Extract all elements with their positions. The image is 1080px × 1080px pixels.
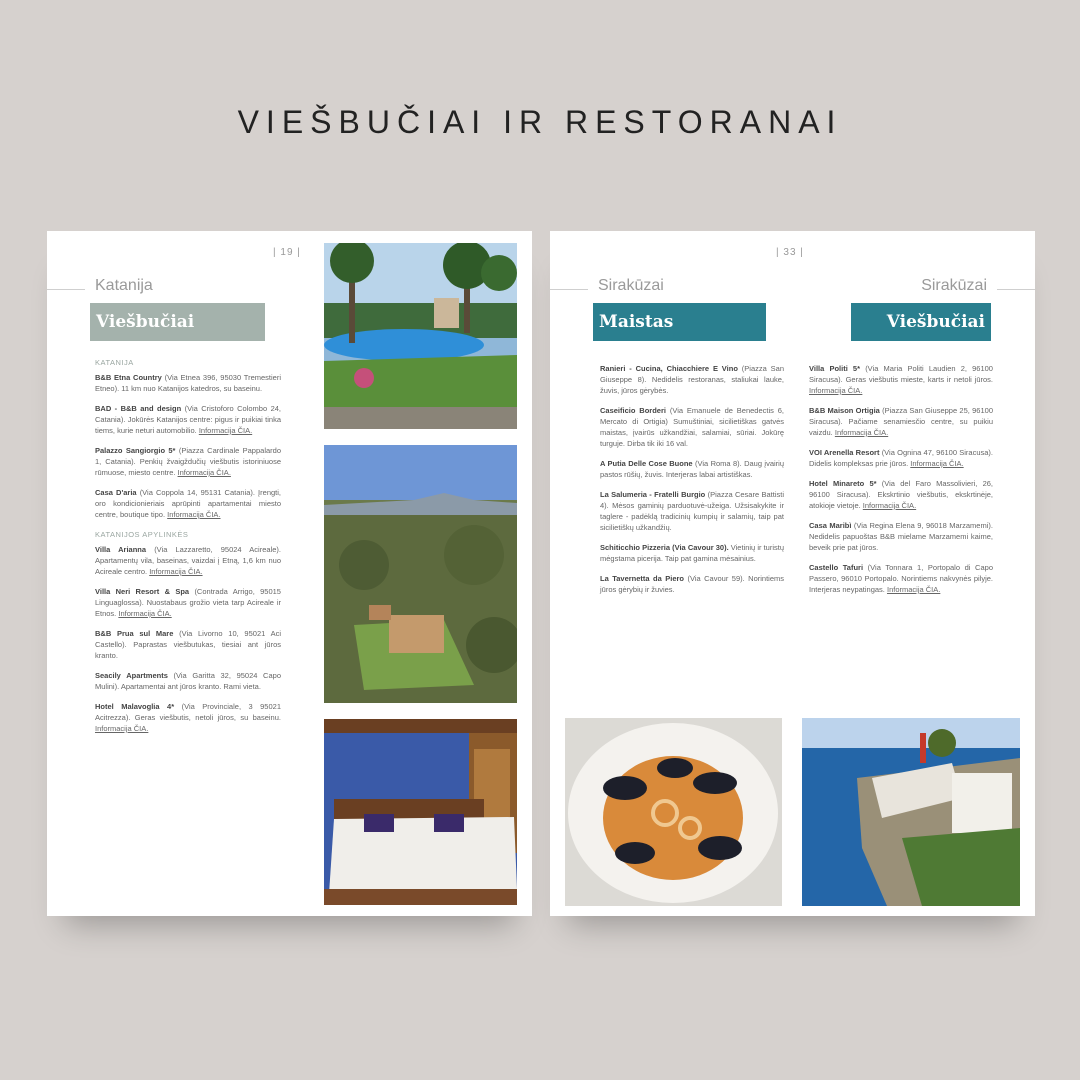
list-item: [809, 562, 993, 595]
list-item: [809, 520, 993, 553]
list-item: [600, 405, 784, 449]
info-link[interactable]: Informacija ČIA.: [167, 510, 221, 519]
region-title-right: Sirakūzai: [921, 277, 987, 294]
entry-text: (Via Etnea 396, 95030 Tremestieri Etneo). 11 km nuo Katanijos katedros, su baseinu.: [95, 373, 281, 393]
pool-photo: [324, 243, 517, 429]
page-number: | 19 |: [273, 247, 301, 258]
list-item: [95, 403, 281, 436]
info-link[interactable]: Informacija ČIA.: [177, 468, 231, 477]
group-label: KATANIJA: [95, 358, 134, 367]
entry-text: (Piazza San Giuseppe 8). Nedidelis restoranas, staliukai lauke, žuvis, jūros gėrybės.: [600, 364, 784, 395]
info-link[interactable]: Informacija ČIA.: [834, 428, 889, 437]
entry-text: (Via Emanuele de Benedectis 6, Mercato di Ortigia) Sumuštiniai, sicilietiškas gatvės maistas, įvairūs užkandžiai, salamiai, sūriai. Jokūrę turguje. Dirba tik iki 16 val.: [600, 406, 785, 448]
entry-name: La Salumeria - Fratelli Burgio: [600, 490, 706, 499]
info-link[interactable]: Informacija ČIA.: [862, 501, 917, 510]
info-link[interactable]: Informacija ČIA.: [149, 567, 203, 576]
list-item: [95, 670, 281, 692]
hotel-list: [95, 351, 281, 743]
entry-name: BAD - B&B and design: [95, 404, 182, 413]
divider-right: [997, 289, 1035, 290]
group-label: KATANIJOS APYLINKĖS: [95, 530, 189, 539]
entry-name: Villa Politi 5*: [809, 364, 861, 373]
info-link[interactable]: Informacija ČIA.: [809, 386, 863, 395]
entry-name: Ranieri - Cucina, Chiacchiere E Vino: [600, 364, 738, 373]
entry-text: (Piazza San Giuseppe 25, 96100 Siracusa). Pačiame senamiesčio centre, su puikiu vaizdu.: [809, 406, 993, 437]
list-item: [809, 447, 993, 469]
list-item: [95, 544, 281, 577]
section-title-hotels: Viešbučiai: [90, 303, 265, 341]
left-page: [47, 231, 532, 916]
headline: VIEŠBUČIAI IR RESTORANAI: [237, 104, 843, 140]
entry-name: B&B Etna Country: [95, 373, 162, 382]
entry-text: Vietinių ir turistų mėgstama picerija. Taip pat gamina mėsainius.: [600, 543, 784, 563]
list-item: [809, 405, 993, 438]
region-title-left: Sirakūzai: [598, 277, 664, 294]
entry-text: (Piazza Cesare Battisti 4). Mėsos gaminių parduotuvė-užeiga. Užsisakykite ir taglere - padėklą tradicinių kumpių ir salamių, taip pat sicilietiškų užkandžių.: [600, 490, 784, 532]
list-item: [95, 586, 281, 619]
list-item: [95, 372, 281, 394]
entry-text: (Contrada Arrigo, 95015 Linguaglossa). Nuostabaus grožio vieta tarp Acireale ir Etnos.: [95, 587, 281, 618]
entry-text: (Via Provinciale, 3 95021 Acitrezza). Geras viešbutis, netoli jūros, su baseinu.: [95, 702, 281, 722]
section-title-food: Maistas: [593, 303, 766, 341]
entry-name: VOI Arenella Resort: [809, 448, 880, 457]
entry-name: Villa Neri Resort & Spa: [95, 587, 190, 596]
list-item: [95, 628, 281, 661]
info-link[interactable]: Informacija ČIA.: [118, 609, 172, 618]
entry-text: (Via Livorno 10, 95021 Aci Castello). Paprastas viešbutukas, tiesiai ant jūros kranto.: [95, 629, 281, 660]
entry-name: Casa D'aria: [95, 488, 137, 497]
list-item: [809, 478, 993, 511]
entry-text: (Via Tonnara 1, Portopalo di Capo Passero, 96010 Portopalo. Norintiems nakvynės pilyje. Interjeras neypatingas.: [809, 563, 993, 594]
entry-name: Hotel Malavoglia 4*: [95, 702, 175, 711]
entry-text: (Via Garitta 32, 95024 Capo Mulini). Apartamentai ant jūros kranto. Rami vieta.: [95, 671, 281, 691]
entry-name: B&B Maison Ortigia: [809, 406, 880, 415]
region-title: Katanija: [95, 277, 153, 294]
entry-text: (Via Roma 8). Daug įvairių pastos rūšių, žuvis. Interjeras labai artistiškas.: [600, 459, 784, 479]
entry-name: La Tavernetta da Piero: [600, 574, 685, 583]
entry-text: (Piazza Cardinale Pappalardo 1, Catania). Penkių žvaigždučių viešbutis istoriniuose rūmuose, miesto centre.: [95, 446, 281, 477]
hotel-list: [809, 363, 993, 604]
entry-name: Schiticchio Pizzeria (Via Cavour 30).: [600, 543, 729, 552]
entry-text: (Via Regina Elena 9, 96018 Marzamemi). Nedidelis papuoštas B&B mielame Marzamemi kaime, beveik prie pat jūros.: [809, 521, 993, 552]
entry-name: Casa Maribì: [809, 521, 852, 530]
entry-text: (Via Coppola 14, 95131 Catania). Įrengti, oro kondicionieriais aprūpinti apartamentai miesto centre, boutique tipo.: [95, 488, 281, 519]
entry-name: Hotel Minareto 5*: [809, 479, 877, 488]
list-item: [600, 542, 784, 564]
page-number: | 33 |: [776, 247, 804, 258]
entry-text: (Via Cavour 59). Norintiems jūros gėrybių ir žuvies.: [600, 574, 784, 594]
info-link[interactable]: Informacija ČIA.: [95, 724, 149, 733]
bedroom-photo: [324, 719, 517, 905]
entry-text: (Via Ognina 47, 96100 Siracusa). Didelis kompleksas prie jūros.: [809, 448, 994, 468]
entry-name: Palazzo Sangiorgio 5*: [95, 446, 176, 455]
right-page: [550, 231, 1035, 916]
landscape-photo: [324, 445, 517, 703]
divider-left: [550, 289, 588, 290]
list-item: [95, 445, 281, 478]
pasta-photo: [565, 718, 782, 906]
entry-name: Seacily Apartments: [95, 671, 168, 680]
restaurant-list: [600, 363, 784, 604]
info-link[interactable]: Informacija ČIA.: [198, 426, 253, 435]
section-title-hotels: Viešbučiai: [851, 303, 991, 341]
list-item: [95, 701, 281, 734]
entry-name: Caseificio Borderi: [600, 406, 666, 415]
entry-text: (Via Lazzaretto, 95024 Acireale). Apartamentų vila, baseinas, vaizdai į Etną, 1,6 km nuo Acireale centro.: [95, 545, 281, 576]
entry-text: (Via del Faro Massolivieri, 26, 96100 Siracusa). Ekskrtinio viešbutis, ekskrtinėje, atokioje vietoje.: [809, 479, 993, 510]
entry-text: (Via Maria Politi Laudien 2, 96100 Siracusa). Geras viešbutis mieste, karts ir netoli jūros.: [809, 364, 993, 384]
coast-photo: [802, 718, 1020, 906]
divider: [47, 289, 85, 290]
entry-name: B&B Prua sul Mare: [95, 629, 174, 638]
list-item: [600, 458, 784, 480]
entry-text: (Via Cristoforo Colombo 24, Catania). Jokūrės Katanijos centre: pigus ir puikiai tinka tiems, kurie neturi automobilio.: [95, 404, 281, 435]
list-item: [600, 489, 784, 533]
list-item: [600, 573, 784, 595]
entry-name: Castello Tafuri: [809, 563, 864, 572]
list-item: [95, 487, 281, 520]
entry-name: Villa Arianna: [95, 545, 147, 554]
list-item: [600, 363, 784, 396]
info-link[interactable]: Informacija ČIA.: [910, 459, 964, 468]
entry-name: A Putia Delle Cose Buone: [600, 459, 693, 468]
list-item: [809, 363, 993, 396]
info-link[interactable]: Informacija ČIA.: [886, 585, 941, 594]
